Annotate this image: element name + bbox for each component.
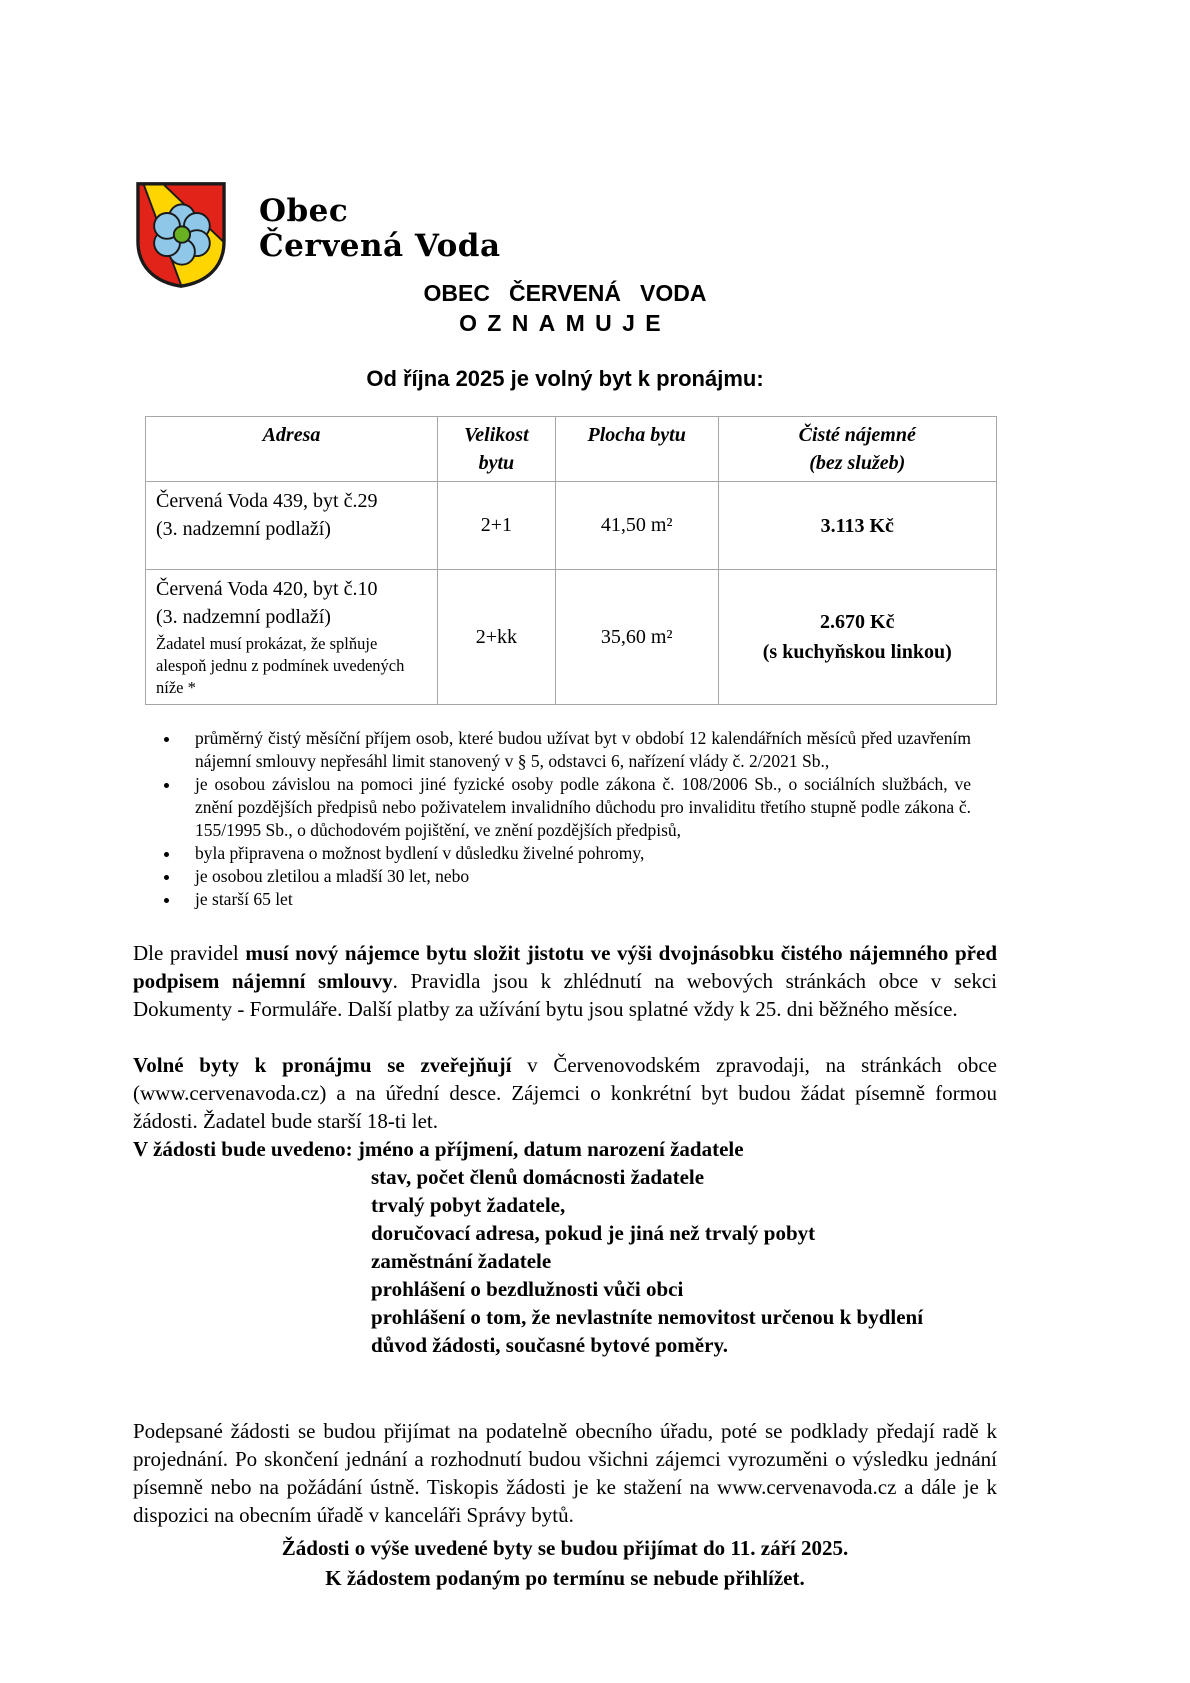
- deadline-line2: K žádostem podaným po termínu se nebude přihlížet.: [325, 1566, 805, 1590]
- application-item: stav, počet členů domácnosti žadatele: [371, 1165, 705, 1189]
- application-item: zaměstnání žadatele: [371, 1249, 552, 1273]
- flat-size: 2+kk: [437, 570, 555, 705]
- wordmark-line1: Obec: [259, 193, 349, 229]
- wordmark-line2: Červená Voda: [259, 227, 501, 264]
- notice-title-line2: OZNAMUJE: [459, 310, 671, 336]
- application-requirements: [133, 1135, 997, 1359]
- document-content: [133, 0, 997, 1593]
- flower-center: [174, 226, 190, 242]
- flat-rent: 3.113 Kč: [718, 482, 996, 570]
- header-rent: Čisté nájemné (bez služeb): [718, 417, 996, 482]
- application-item: doručovací adresa, pokud je jiná než trvalý pobyt: [371, 1221, 816, 1245]
- flat-address-note: Žadatel musí prokázat, že splňuje alespoň jednu z podmínek uvedených níže *: [156, 634, 405, 697]
- coat-of-arms-icon: [133, 180, 229, 290]
- notice-subtitle: Od října 2025 je volný byt k pronájmu:: [366, 366, 764, 391]
- deadline-line1: Žádosti o výše uvedené byty se budou přijímat do 11. září 2025.: [281, 1536, 849, 1560]
- application-item: prohlášení o tom, že nevlastníte nemovitost určenou k bydlení: [371, 1305, 924, 1329]
- application-items: [371, 1163, 997, 1359]
- municipality-logo-block: [133, 180, 997, 284]
- condition-item: • je osobou zletilou a mladší 30 let, nebo: [181, 865, 971, 888]
- submission-paragraph: Podepsané žádosti se budou přijímat na podatelně obecního úřadu, poté se podklady předají radě k projednání. Po skončení jednání a rozhodnutí budou všichni zájemci vyrozuměni o výsledku jednání písemně nebo na požádání ústně. Tiskopis žádosti je ke stažení na www.cervenavoda.cz a dále je k dispozici na obecním úřadě v kanceláři Správy bytů.: [133, 1419, 997, 1527]
- conditions-list: [181, 727, 971, 911]
- application-first-line: V žádosti bude uvedeno: jméno a příjmení, datum narození žadatele: [133, 1137, 744, 1161]
- flower-icon: [154, 204, 210, 264]
- table-row: [146, 570, 997, 705]
- apartments-table: [145, 416, 997, 705]
- deposit-paragraph: Dle pravidel musí nový nájemce bytu složit jistotu ve výši dvojnásobku čistého nájemného před podpisem nájemní smlouvy. Pravidla jsou k zhlédnutí na webových stránkách obce v sekci Dokumenty - Formuláře. Další platby za užívání bytu jsou splatné vždy k 25. dni běžného měsíce.: [133, 941, 998, 1021]
- flat-area: 41,50 m²: [555, 482, 718, 570]
- condition-item: • byla připravena o možnost bydlení v důsledku živelné pohromy,: [181, 842, 971, 865]
- application-item: prohlášení o bezdlužnosti vůči obci: [371, 1277, 684, 1301]
- condition-item: • průměrný čistý měsíční příjem osob, které budou užívat byt v období 12 kalendářních měsíců před uzavřením nájemní smlouvy nepřesáhl limit stanovený v § 5, odstavci 6, nařízení vlády č. 2/2021 Sb.,: [181, 727, 971, 773]
- table-row: [146, 482, 997, 570]
- municipality-wordmark: [259, 180, 501, 263]
- deadline-block: [133, 1533, 997, 1593]
- flat-address: Červená Voda 420, byt č.10 (3. nadzemní podlaží) Žadatel musí prokázat, že splňuje alespoň jednu z podmínek uvedených níže *: [146, 570, 438, 705]
- header-address: Adresa: [146, 417, 438, 482]
- flat-address: Červená Voda 439, byt č.29 (3. nadzemní podlaží): [146, 482, 438, 570]
- condition-item: • je starší 65 let: [181, 888, 971, 911]
- notice-title: [133, 278, 997, 338]
- flat-size: 2+1: [437, 482, 555, 570]
- table-header-row: [146, 417, 997, 482]
- flat-area: 35,60 m²: [555, 570, 718, 705]
- notice-title-line1: OBEC ČERVENÁ VODA: [423, 280, 707, 306]
- application-item: trvalý pobyt žadatele,: [371, 1193, 566, 1217]
- header-area: Plocha bytu: [555, 417, 718, 482]
- condition-item: • je osobou závislou na pomoci jiné fyzické osoby podle zákona č. 108/2006 Sb., o sociálních službách, ve znění pozdějších předpisů nebo poživatelem invalidního důchodu pro invaliditu třetího stupně podle zákona č. 155/1995 Sb., o důchodovém pojištění, ve znění pozdějších předpisů,: [181, 773, 971, 842]
- application-item: důvod žádosti, současné bytové poměry.: [371, 1333, 729, 1357]
- publishing-paragraph: Volné byty k pronájmu se zveřejňují v Červenovodském zpravodaji, na stránkách obce (www.cervenavoda.cz) a na úřední desce. Zájemci o konkrétní byt budou žádat písemně formou žádosti. Žadatel bude starší 18-ti let.: [133, 1053, 997, 1133]
- flat-rent: 2.670 Kč (s kuchyňskou linkou): [718, 570, 996, 705]
- header-size: Velikost bytu: [437, 417, 555, 482]
